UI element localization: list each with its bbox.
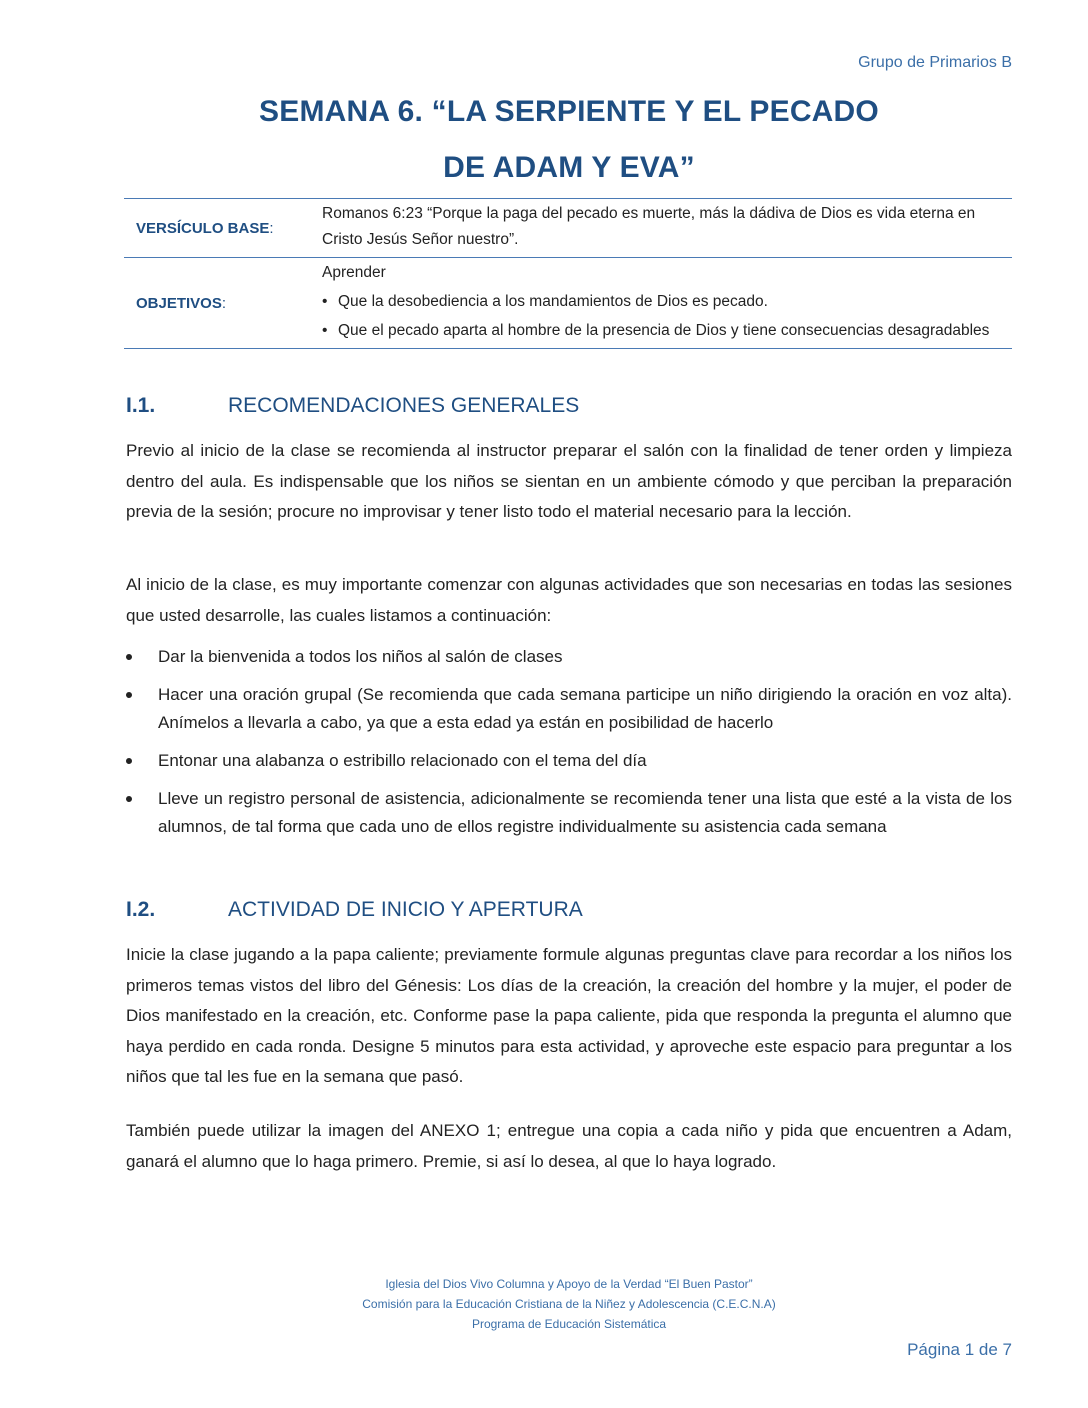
footer-line-3: Programa de Educación Sistemática (471, 1317, 667, 1331)
paragraph: Inicie la clase jugando a la papa caliente; previamente formule algunas preguntas clave para recordar a los niños los primeros temas vistos del libro del Génesis: Los días de la creación, la creación del hombre y la mujer, el poder de Dios manifestado en la creación, etc. Conforme pase la papa caliente, pida que responda la pregunta el alumno que haya perdido en cada ronda. Designe 5 minutos para esta actividad, y aproveche este espacio para preguntar a los niños que tal les fue en la semana que pasó. (126, 945, 1012, 1087)
section-title-2: ACTIVIDAD DE INICIO Y APERTURA (228, 898, 583, 921)
list-item (126, 747, 1012, 775)
footer-line-2: Comisión para la Educación Cristiana de la Niñez y Adolescencia (C.E.C.N.A) (362, 1297, 776, 1311)
page-title (126, 84, 1012, 196)
objectives-label: OBJETIVOS (136, 294, 222, 312)
objectives-list (322, 289, 1012, 344)
objectives-label-colon: : (221, 294, 227, 312)
list-item-text: Hacer una oración grupal (Se recomienda que cada semana participe un niño dirigiendo la oración en voz alta). Anímelos a llevarla a cabo, ya que a esta edad ya están en posibilidad de hacerlo (158, 685, 1012, 732)
section-number-1: I.1. (126, 394, 156, 417)
list-item (126, 643, 1012, 671)
objectives-label-cell (124, 258, 322, 349)
page-number: Página 1 de 7 (907, 1340, 1012, 1359)
lesson-info-table (124, 198, 1012, 349)
section-heading-1 (126, 394, 579, 418)
page-footer (126, 1274, 1012, 1334)
verse-label-cell (124, 199, 322, 258)
section-title-1: RECOMENDACIONES GENERALES (228, 394, 580, 417)
list-item (126, 785, 1012, 841)
verse-label-colon: : (269, 219, 274, 237)
objective-item: • Que la desobediencia a los mandamientos de Dios es pecado. (322, 289, 1012, 315)
objectives-intro: Aprender (322, 264, 386, 281)
bullet-icon (126, 654, 132, 660)
list-item-text: Entonar una alabanza o estribillo relacionado con el tema del día (158, 751, 647, 770)
section-number-2: I.2. (126, 898, 156, 921)
verse-text: Romanos 6:23 “Porque la paga del pecado es muerte, más la dádiva de Dios es vida eterna en Cristo Jesús Señor nuestro”. (322, 205, 976, 248)
objectives-cell (322, 258, 1012, 349)
paragraph: Al inicio de la clase, es muy importante comenzar con algunas actividades que son necesarias en todas las sesiones que usted desarrolle, las cuales listamos a continuación: (126, 575, 1012, 625)
verse-label: VERSÍCULO BASE (136, 219, 270, 237)
paragraph: También puede utilizar la imagen del ANEXO 1; entregue una copia a cada niño y pida que encuentren a Adam, ganará el alumno que lo haga primero. Premie, si así lo desea, al que lo haya logrado. (126, 1121, 1012, 1171)
activities-list (126, 643, 1012, 841)
group-label: Grupo de Primarios B (858, 54, 1012, 71)
list-item (126, 681, 1012, 737)
list-item-text: Lleve un registro personal de asistencia, adicionalmente se recomienda tener una lista que esté a la vista de los alumnos, de tal forma que cada uno de ellos registre individualmente su asistencia cada semana (158, 789, 1012, 836)
objective-item: • Que el pecado aparta al hombre de la presencia de Dios y tiene consecuencias desagradables (322, 318, 1012, 344)
footer-line-1: Iglesia del Dios Vivo Columna y Apoyo de la Verdad “El Buen Pastor” (385, 1277, 753, 1291)
section-heading-2 (126, 898, 583, 922)
bullet-icon (126, 692, 132, 698)
title-line-1: SEMANA 6. “LA SERPIENTE Y EL PECADO (259, 95, 879, 128)
list-item-text: Dar la bienvenida a todos los niños al salón de clases (158, 647, 563, 666)
objectives-row (124, 258, 1012, 349)
bullet-icon (126, 758, 132, 764)
paragraph: Previo al inicio de la clase se recomienda al instructor preparar el salón con la finalidad de tener orden y limpieza dentro del aula. Es indispensable que los niños se sientan en un ambiente cómodo y que perciban la preparación previa de la sesión; procure no improvisar y tener listo todo el material necesario para la lección. (126, 441, 1012, 522)
title-line-2: DE ADAM Y EVA” (443, 151, 695, 184)
verse-row (124, 199, 1012, 258)
bullet-icon (126, 796, 132, 802)
